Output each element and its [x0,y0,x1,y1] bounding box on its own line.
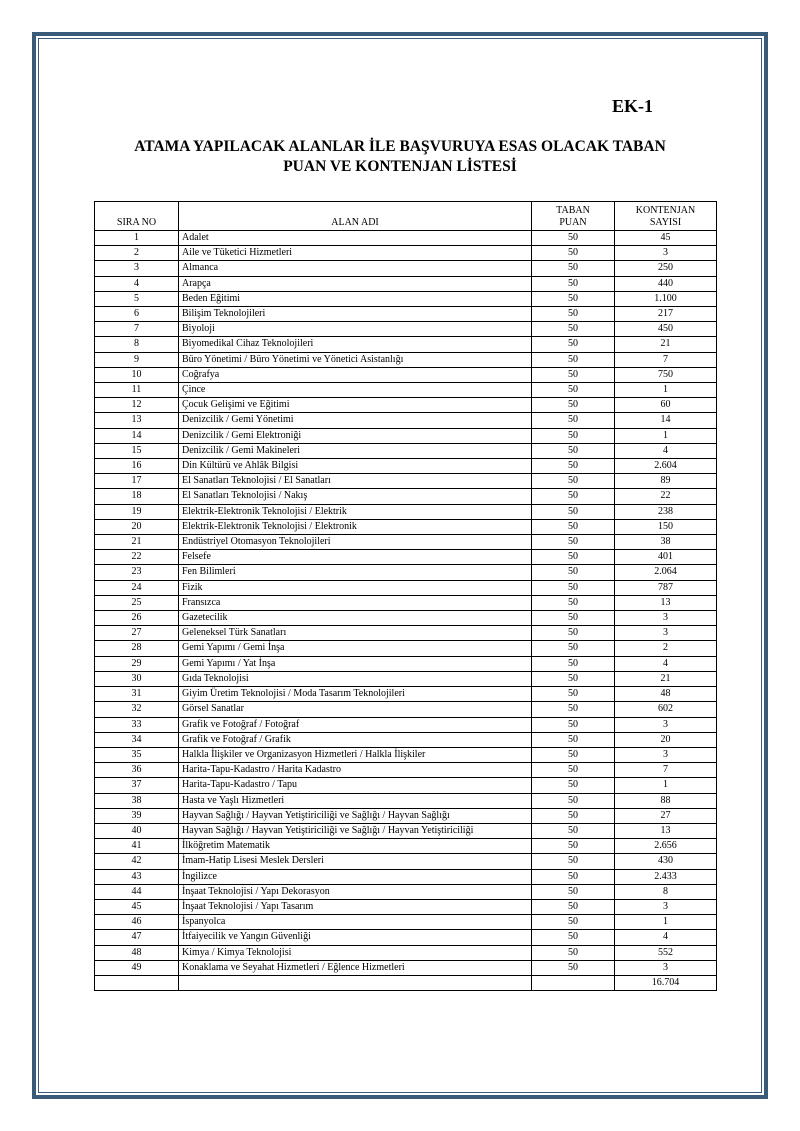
table-row [95,322,717,337]
row-taban-puan: 50 [532,687,615,702]
annex-label: EK-1 [612,96,654,116]
table-body [95,231,717,976]
row-alan-adi: Felsefe [179,550,532,565]
row-taban-puan: 50 [532,854,615,869]
table-row [95,504,717,519]
row-sira-no: 25 [95,595,179,610]
row-sira-no: 13 [95,413,179,428]
table-row [95,611,717,626]
row-kontenjan: 3 [615,611,717,626]
header-taban-line-1: TABAN [556,205,590,216]
row-alan-adi: Coğrafya [179,367,532,382]
row-taban-puan: 50 [532,474,615,489]
row-kontenjan: 787 [615,580,717,595]
row-sira-no: 44 [95,884,179,899]
header-taban-line-2: PUAN [559,217,587,228]
row-alan-adi: Kimya / Kimya Teknolojisi [179,945,532,960]
row-taban-puan: 50 [532,717,615,732]
row-kontenjan: 2 [615,641,717,656]
row-alan-adi: Elektrik-Elektronik Teknolojisi / Elektronik [179,519,532,534]
table-row [95,808,717,823]
row-alan-adi: Biyoloji [179,322,532,337]
row-kontenjan: 2.433 [615,869,717,884]
row-sira-no: 8 [95,337,179,352]
total-empty-no [95,975,179,990]
row-kontenjan: 13 [615,823,717,838]
row-alan-adi: El Sanatları Teknolojisi / El Sanatları [179,474,532,489]
document-title-line-1: ATAMA YAPILACAK ALANLAR İLE BAŞVURUYA ESAS OLACAK TABAN [134,138,666,155]
row-taban-puan: 50 [532,808,615,823]
row-kontenjan: 3 [615,899,717,914]
row-sira-no: 19 [95,504,179,519]
row-kontenjan: 250 [615,261,717,276]
row-taban-puan: 50 [532,489,615,504]
row-sira-no: 16 [95,459,179,474]
table-row [95,763,717,778]
row-alan-adi: Denizcilik / Gemi Makineleri [179,443,532,458]
table-row [95,778,717,793]
row-alan-adi: İspanyolca [179,915,532,930]
row-kontenjan: 1 [615,778,717,793]
header-kontenjan-sayisi [615,202,717,231]
row-taban-puan: 50 [532,519,615,534]
row-alan-adi: El Sanatları Teknolojisi / Nakış [179,489,532,504]
row-sira-no: 21 [95,535,179,550]
row-taban-puan: 50 [532,307,615,322]
row-kontenjan: 401 [615,550,717,565]
row-kontenjan: 60 [615,398,717,413]
row-sira-no: 35 [95,747,179,762]
table-row [95,535,717,550]
row-sira-no: 20 [95,519,179,534]
row-taban-puan: 50 [532,671,615,686]
row-sira-no: 10 [95,367,179,382]
row-alan-adi: Gemi Yapımı / Yat İnşa [179,656,532,671]
table-row [95,702,717,717]
row-taban-puan: 50 [532,611,615,626]
row-kontenjan: 88 [615,793,717,808]
row-sira-no: 43 [95,869,179,884]
row-sira-no: 26 [95,611,179,626]
table-row [95,960,717,975]
row-alan-adi: Harita-Tapu-Kadastro / Harita Kadastro [179,763,532,778]
row-sira-no: 11 [95,383,179,398]
header-kontenjan-line-1: KONTENJAN [635,205,696,216]
row-taban-puan: 50 [532,823,615,838]
row-sira-no: 22 [95,550,179,565]
row-alan-adi: Almanca [179,261,532,276]
table-row [95,413,717,428]
row-taban-puan: 50 [532,930,615,945]
row-taban-puan: 50 [532,626,615,641]
row-kontenjan: 45 [615,231,717,246]
row-sira-no: 2 [95,246,179,261]
table-row [95,595,717,610]
row-sira-no: 41 [95,839,179,854]
row-sira-no: 14 [95,428,179,443]
row-alan-adi: Fransızca [179,595,532,610]
table-header-row [95,202,717,231]
row-taban-puan: 50 [532,428,615,443]
row-taban-puan: 50 [532,246,615,261]
row-alan-adi: Arapça [179,276,532,291]
row-taban-puan: 50 [532,367,615,382]
table-row [95,565,717,580]
table-row [95,489,717,504]
total-empty-puan [532,975,615,990]
table-row [95,915,717,930]
row-kontenjan: 21 [615,671,717,686]
row-alan-adi: Beden Eğitimi [179,291,532,306]
row-sira-no: 31 [95,687,179,702]
row-sira-no: 30 [95,671,179,686]
table-row [95,367,717,382]
row-kontenjan: 3 [615,246,717,261]
row-sira-no: 4 [95,276,179,291]
row-kontenjan: 3 [615,747,717,762]
row-kontenjan: 7 [615,352,717,367]
table-row [95,261,717,276]
row-kontenjan: 2.604 [615,459,717,474]
row-sira-no: 23 [95,565,179,580]
row-taban-puan: 50 [532,535,615,550]
table-row [95,641,717,656]
row-taban-puan: 50 [532,960,615,975]
row-taban-puan: 50 [532,945,615,960]
row-alan-adi: Biyomedikal Cihaz Teknolojileri [179,337,532,352]
document-title-line-2: PUAN VE KONTENJAN LİSTESİ [283,158,517,175]
row-kontenjan: 2.064 [615,565,717,580]
row-taban-puan: 50 [532,565,615,580]
total-row [95,975,717,990]
row-taban-puan: 50 [532,702,615,717]
table-row [95,398,717,413]
row-taban-puan: 50 [532,291,615,306]
row-kontenjan: 1 [615,428,717,443]
row-taban-puan: 50 [532,352,615,367]
row-alan-adi: Grafik ve Fotoğraf / Grafik [179,732,532,747]
row-sira-no: 42 [95,854,179,869]
table-row [95,474,717,489]
row-alan-adi: Gıda Teknolojisi [179,671,532,686]
row-sira-no: 24 [95,580,179,595]
row-alan-adi: Hayvan Sağlığı / Hayvan Yetiştiriciliği ve Sağlığı / Hayvan Sağlığı [179,808,532,823]
row-sira-no: 33 [95,717,179,732]
row-kontenjan: 440 [615,276,717,291]
row-kontenjan: 89 [615,474,717,489]
row-taban-puan: 50 [532,504,615,519]
table-row [95,854,717,869]
row-alan-adi: Hasta ve Yaşlı Hizmetleri [179,793,532,808]
table-row [95,656,717,671]
row-sira-no: 40 [95,823,179,838]
row-alan-adi: Fen Bilimleri [179,565,532,580]
row-kontenjan: 27 [615,808,717,823]
table-row [95,626,717,641]
row-kontenjan: 4 [615,930,717,945]
row-kontenjan: 430 [615,854,717,869]
row-alan-adi: Çocuk Gelişimi ve Eğitimi [179,398,532,413]
header-taban-puan [532,202,615,231]
row-alan-adi: Büro Yönetimi / Büro Yönetimi ve Yönetici Asistanlığı [179,352,532,367]
row-kontenjan: 1.100 [615,291,717,306]
row-taban-puan: 50 [532,899,615,914]
row-sira-no: 36 [95,763,179,778]
row-kontenjan: 3 [615,717,717,732]
table-row [95,945,717,960]
row-sira-no: 5 [95,291,179,306]
table-row [95,732,717,747]
row-taban-puan: 50 [532,413,615,428]
row-alan-adi: İnşaat Teknolojisi / Yapı Tasarım [179,899,532,914]
row-taban-puan: 50 [532,443,615,458]
table-row [95,231,717,246]
row-alan-adi: Görsel Sanatlar [179,702,532,717]
table-row [95,276,717,291]
row-sira-no: 9 [95,352,179,367]
row-kontenjan: 3 [615,960,717,975]
row-taban-puan: 50 [532,383,615,398]
row-alan-adi: Gazetecilik [179,611,532,626]
table-row [95,747,717,762]
row-taban-puan: 50 [532,261,615,276]
table-row [95,869,717,884]
row-kontenjan: 1 [615,915,717,930]
row-taban-puan: 50 [532,231,615,246]
row-alan-adi: Endüstriyel Otomasyon Teknolojileri [179,535,532,550]
row-taban-puan: 50 [532,550,615,565]
row-sira-no: 1 [95,231,179,246]
table-row [95,899,717,914]
row-taban-puan: 50 [532,763,615,778]
row-sira-no: 15 [95,443,179,458]
row-alan-adi: Elektrik-Elektronik Teknolojisi / Elektrik [179,504,532,519]
row-kontenjan: 22 [615,489,717,504]
row-sira-no: 6 [95,307,179,322]
row-kontenjan: 13 [615,595,717,610]
row-alan-adi: İmam-Hatip Lisesi Meslek Dersleri [179,854,532,869]
row-taban-puan: 50 [532,732,615,747]
header-kontenjan-line-2: SAYISI [649,217,682,228]
row-sira-no: 47 [95,930,179,945]
row-sira-no: 46 [95,915,179,930]
row-kontenjan: 2.656 [615,839,717,854]
row-sira-no: 34 [95,732,179,747]
row-alan-adi: İtfaiyecilik ve Yangın Güvenliği [179,930,532,945]
row-kontenjan: 150 [615,519,717,534]
row-taban-puan: 50 [532,459,615,474]
table-row [95,671,717,686]
row-alan-adi: İnşaat Teknolojisi / Yapı Dekorasyon [179,884,532,899]
total-empty-name [179,975,532,990]
table-row [95,352,717,367]
row-sira-no: 39 [95,808,179,823]
total-kontenjan: 16.704 [615,975,717,990]
table-row [95,884,717,899]
header-sira-no: SIRA NO [95,202,179,231]
row-kontenjan: 21 [615,337,717,352]
row-kontenjan: 3 [615,626,717,641]
row-taban-puan: 50 [532,793,615,808]
row-taban-puan: 50 [532,398,615,413]
table-row [95,930,717,945]
row-alan-adi: Konaklama ve Seyahat Hizmetleri / Eğlence Hizmetleri [179,960,532,975]
row-alan-adi: Bilişim Teknolojileri [179,307,532,322]
row-taban-puan: 50 [532,595,615,610]
table-row [95,383,717,398]
row-alan-adi: Gemi Yapımı / Gemi İnşa [179,641,532,656]
table-row [95,519,717,534]
row-kontenjan: 217 [615,307,717,322]
row-alan-adi: Çince [179,383,532,398]
row-alan-adi: Aile ve Tüketici Hizmetleri [179,246,532,261]
row-kontenjan: 20 [615,732,717,747]
row-alan-adi: Giyim Üretim Teknolojisi / Moda Tasarım Teknolojileri [179,687,532,702]
row-kontenjan: 1 [615,383,717,398]
row-taban-puan: 50 [532,580,615,595]
row-sira-no: 29 [95,656,179,671]
table-row [95,246,717,261]
row-kontenjan: 4 [615,656,717,671]
table-row [95,428,717,443]
table-row [95,307,717,322]
row-alan-adi: Denizcilik / Gemi Elektroniği [179,428,532,443]
row-sira-no: 18 [95,489,179,504]
table-row [95,839,717,854]
row-alan-adi: Geleneksel Türk Sanatları [179,626,532,641]
row-taban-puan: 50 [532,915,615,930]
row-sira-no: 3 [95,261,179,276]
row-alan-adi: Halkla İlişkiler ve Organizasyon Hizmetleri / Halkla İlişkiler [179,747,532,762]
row-taban-puan: 50 [532,276,615,291]
table-row [95,550,717,565]
row-taban-puan: 50 [532,322,615,337]
header-alan-adi: ALAN ADI [179,202,532,231]
row-taban-puan: 50 [532,747,615,762]
row-alan-adi: Denizcilik / Gemi Yönetimi [179,413,532,428]
row-alan-adi: İngilizce [179,869,532,884]
row-taban-puan: 50 [532,869,615,884]
row-taban-puan: 50 [532,656,615,671]
table-row [95,580,717,595]
row-taban-puan: 50 [532,884,615,899]
row-alan-adi: İlköğretim Matematik [179,839,532,854]
row-alan-adi: Hayvan Sağlığı / Hayvan Yetiştiriciliği ve Sağlığı / Hayvan Yetiştiriciliği [179,823,532,838]
row-taban-puan: 50 [532,839,615,854]
table-row [95,717,717,732]
table-row [95,459,717,474]
row-kontenjan: 38 [615,535,717,550]
row-kontenjan: 7 [615,763,717,778]
table-row [95,687,717,702]
table-row [95,443,717,458]
row-kontenjan: 48 [615,687,717,702]
row-taban-puan: 50 [532,641,615,656]
row-alan-adi: Harita-Tapu-Kadastro / Tapu [179,778,532,793]
row-alan-adi: Grafik ve Fotoğraf / Fotoğraf [179,717,532,732]
row-kontenjan: 750 [615,367,717,382]
row-taban-puan: 50 [532,778,615,793]
row-sira-no: 12 [95,398,179,413]
row-sira-no: 7 [95,322,179,337]
row-sira-no: 48 [95,945,179,960]
row-sira-no: 28 [95,641,179,656]
table-row [95,337,717,352]
row-sira-no: 45 [95,899,179,914]
row-taban-puan: 50 [532,337,615,352]
row-alan-adi: Din Kültürü ve Ahlâk Bilgisi [179,459,532,474]
row-kontenjan: 450 [615,322,717,337]
row-alan-adi: Fizik [179,580,532,595]
row-kontenjan: 8 [615,884,717,899]
quota-table [94,201,717,991]
row-alan-adi: Adalet [179,231,532,246]
row-kontenjan: 238 [615,504,717,519]
row-sira-no: 38 [95,793,179,808]
row-sira-no: 32 [95,702,179,717]
row-sira-no: 27 [95,626,179,641]
table-row [95,793,717,808]
row-sira-no: 17 [95,474,179,489]
row-kontenjan: 14 [615,413,717,428]
row-kontenjan: 4 [615,443,717,458]
table-row [95,823,717,838]
row-kontenjan: 552 [615,945,717,960]
row-kontenjan: 602 [615,702,717,717]
row-sira-no: 37 [95,778,179,793]
table-row [95,291,717,306]
row-sira-no: 49 [95,960,179,975]
